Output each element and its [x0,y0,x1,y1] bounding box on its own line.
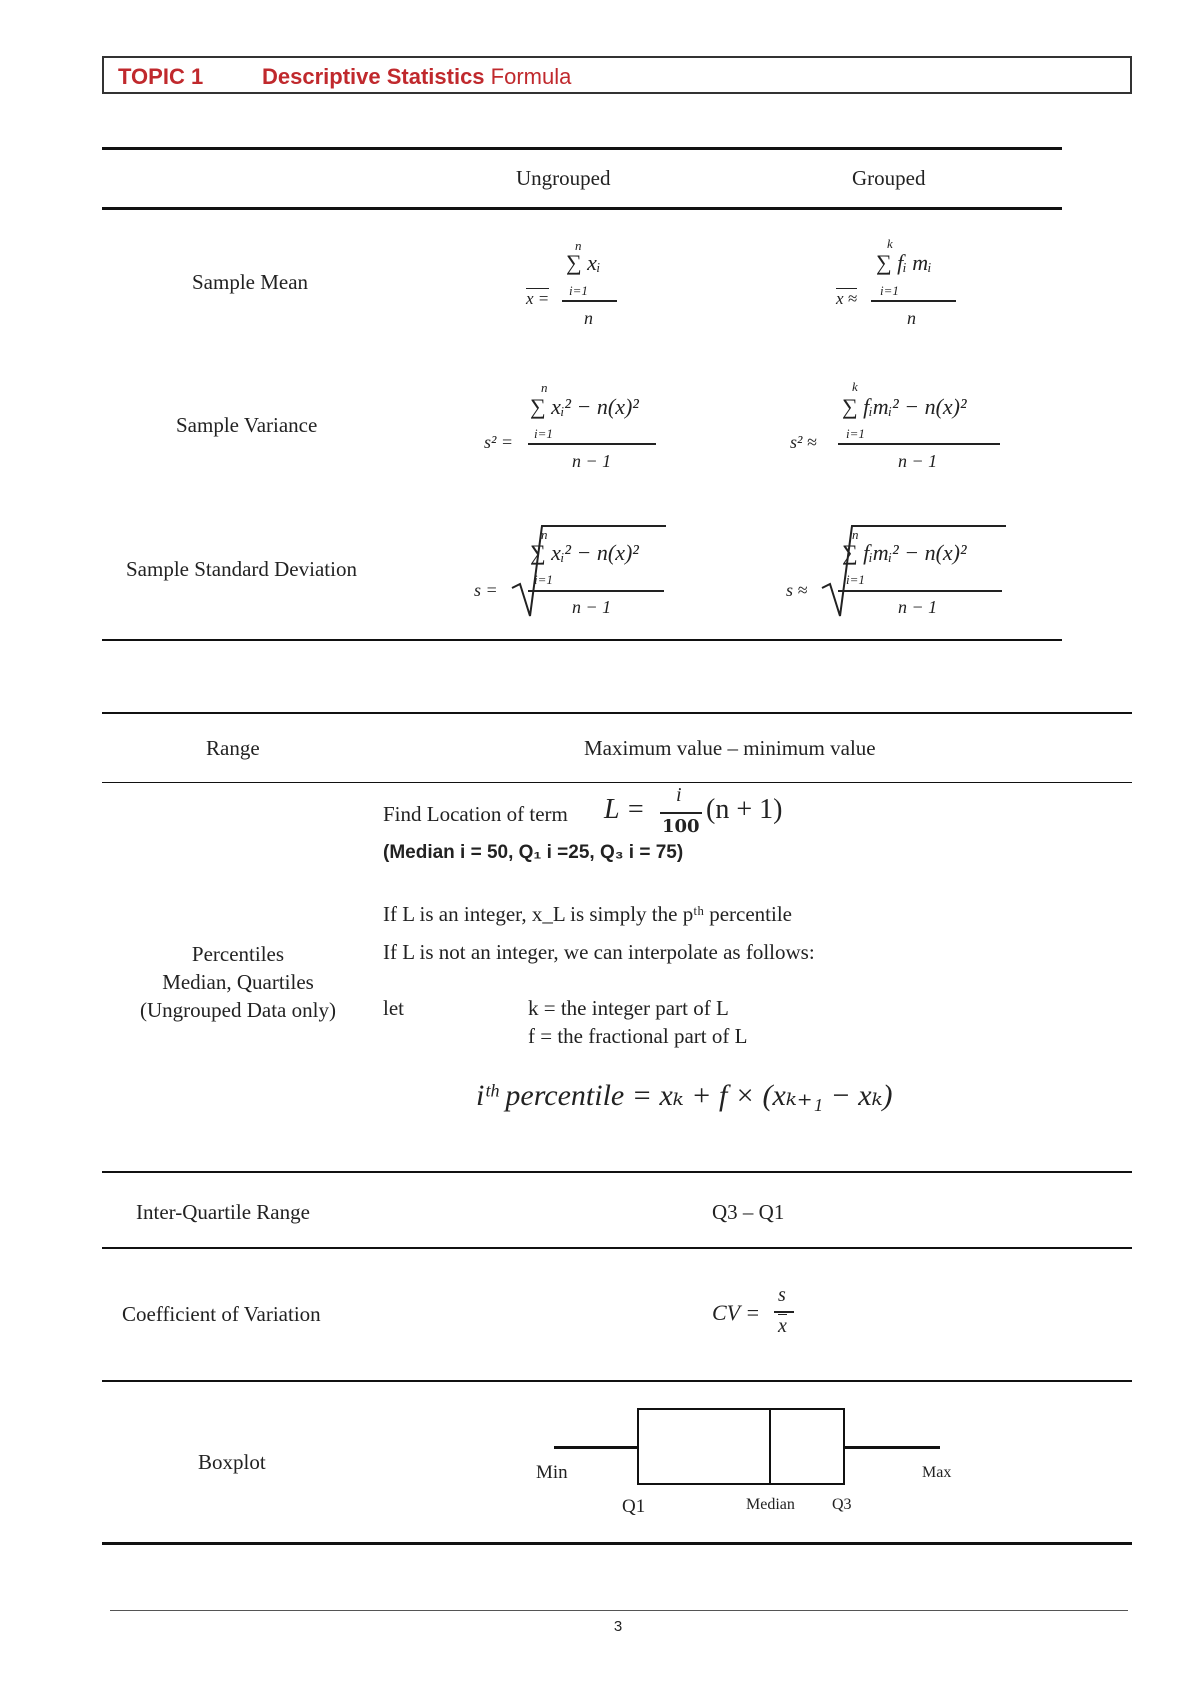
table2-bottom-rule [102,1542,1132,1545]
range-label: Range [206,736,260,760]
location-frac-den: 100 [662,816,700,837]
topic-title: Descriptive Statistics Formula [262,64,572,89]
sd-g-lower: i=1 [846,572,865,587]
sd-u-fracline [528,590,664,592]
range-value: Maximum value – minimum value [584,736,876,760]
sd-g-num: ∑ fᵢmᵢ² − n(x)² [842,540,967,565]
let-text: let [383,996,404,1020]
mean-u-num: ∑ xᵢ [566,250,601,275]
row-sample-mean: Sample Mean [192,270,309,294]
L-equals: L = [604,794,645,825]
table1-top-rule [102,147,1062,150]
var-g-lower: i=1 [846,426,865,441]
boxplot-left-whisker [554,1446,638,1449]
table2-range-rule [102,782,1132,783]
var-u-fracline [528,443,656,445]
sd-g-den: n − 1 [898,597,938,617]
mean-g-lower: i=1 [880,283,899,298]
median-note: (Median i = 50, Q₁ i =25, Q₃ i = 75) [383,842,684,863]
boxplot-max: Max [922,1464,952,1481]
boxplot-q1: Q1 [622,1496,646,1517]
if-not-integer-text: If L is not an integer, we can interpolate as follows: [383,940,815,964]
topic-header [102,56,1132,94]
cv-num: s [778,1284,786,1306]
mean-u-lhs: x = [526,289,550,308]
mean-g-upper: k [887,236,893,251]
mean-u-fracline [562,300,617,302]
mean-g-num: ∑ fᵢ mᵢ [876,250,932,275]
boxplot-q3: Q3 [832,1496,852,1513]
iqr-value: Q3 – Q1 [712,1200,785,1224]
boxplot-median-line [769,1408,771,1485]
var-u-num: ∑ xᵢ² − n(x)² [530,394,639,419]
var-u-lower: i=1 [534,426,553,441]
boxplot-box [637,1408,845,1485]
location-frac-num: i [676,784,682,806]
sd-u-lower: i=1 [534,572,553,587]
table2-cv-rule [102,1380,1132,1382]
if-integer-text: If L is an integer, x_L is simply the pᵗʰ percentile [383,902,793,926]
topic-number: TOPIC 1 [118,64,204,89]
var-g-upper: k [852,379,858,394]
cv-lhs: CV = [712,1300,761,1325]
table2-percentile-rule [102,1171,1132,1173]
boxplot-label: Boxplot [198,1450,266,1474]
n-plus-1: (n + 1) [706,794,783,825]
sd-u-den: n − 1 [572,597,612,617]
percentile-label [118,940,358,1024]
iqr-label: Inter-Quartile Range [136,1200,310,1224]
sd-g-fracline [838,590,1002,592]
mean-u-lower: i=1 [569,283,588,298]
cv-fracline [774,1311,794,1313]
var-g-lhs: s² ≈ [790,432,817,452]
table1-header-rule [102,207,1062,210]
sd-u-lhs: s = [474,580,498,600]
footer-rule [110,1610,1128,1611]
mean-g-den: n [907,308,916,328]
col-ungrouped: Ungrouped [516,166,611,190]
cv-label: Coefficient of Variation [122,1302,321,1326]
cv-den: x [778,1315,787,1337]
percentile-label-2: Median, Quartiles [162,970,314,994]
percentile-label-3: (Ungrouped Data only) [140,998,336,1022]
k-definition: k = the integer part of L [528,996,729,1020]
percentile-formula: iᵗʰ percentile = xₖ + f × (xₖ₊₁ − xₖ) [476,1079,893,1112]
mean-u-upper: n [575,238,582,253]
row-sample-sd: Sample Standard Deviation [126,557,357,581]
f-definition: f = the fractional part of L [528,1024,748,1048]
var-g-fracline [838,443,1000,445]
var-u-den: n − 1 [572,451,612,471]
find-location-text: Find Location of term [383,802,568,826]
var-g-num: ∑ fᵢmᵢ² − n(x)² [842,394,967,419]
row-sample-variance: Sample Variance [176,413,318,437]
boxplot-min: Min [536,1462,568,1483]
boxplot-median: Median [746,1496,795,1513]
table1-bottom-rule [102,639,1062,641]
var-g-den: n − 1 [898,451,938,471]
table2-top-rule [102,712,1132,714]
sd-g-upper: n [852,527,859,542]
mean-u-den: n [584,308,593,328]
page-number: 3 [613,1618,623,1635]
table2-iqr-rule [102,1247,1132,1249]
sd-u-upper: n [541,527,548,542]
boxplot-right-whisker [844,1446,940,1449]
col-grouped: Grouped [852,166,926,190]
sd-g-lhs: s ≈ [786,580,808,600]
var-u-lhs: s² = [484,432,514,452]
sd-u-num: ∑ xᵢ² − n(x)² [530,540,639,565]
var-u-upper: n [541,380,548,395]
location-fracline [660,812,702,814]
mean-g-lhs: x ≈ [836,289,858,308]
mean-g-fracline [871,300,956,302]
percentile-label-1: Percentiles [191,942,285,966]
